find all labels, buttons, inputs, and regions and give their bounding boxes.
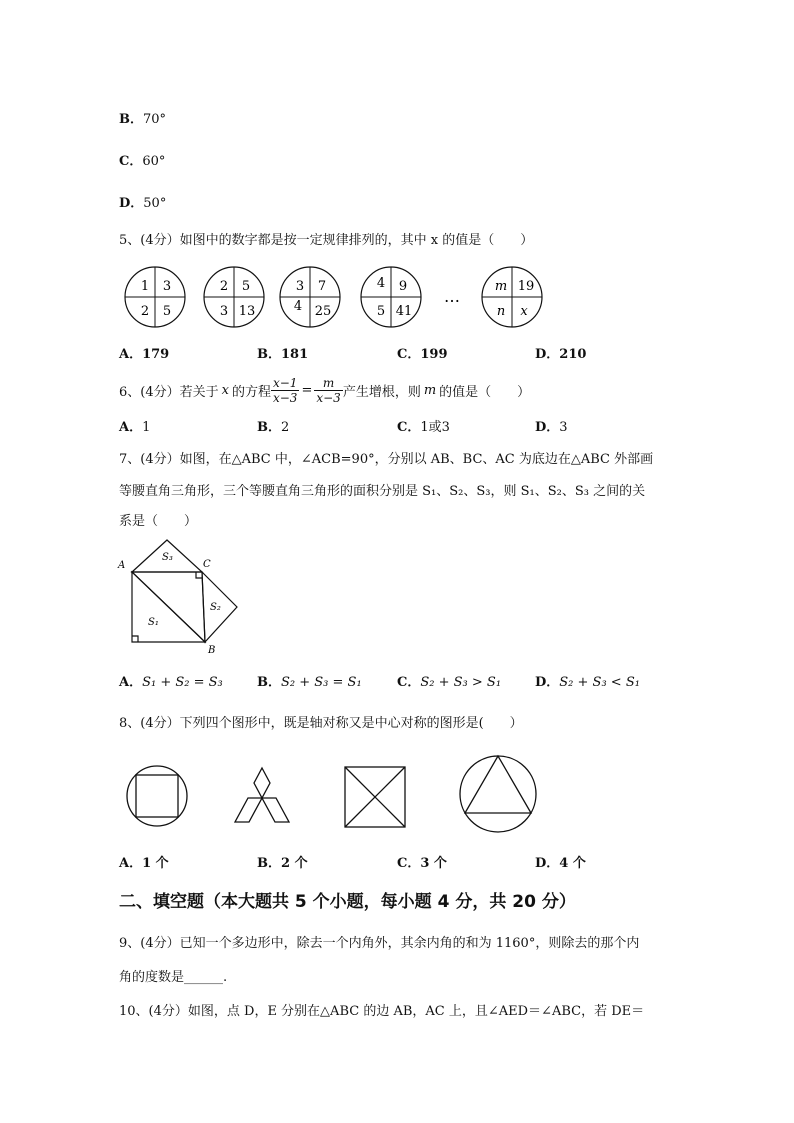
svg-text:3: 3: [295, 279, 305, 294]
q9-stem-line1: 9、(4分）已知一个多边形中，除去一个内角外，其余内角的和为 1160°，则除去的那个内: [119, 936, 640, 951]
svg-text:3: 3: [219, 304, 229, 319]
svg-text:4: 4: [376, 276, 386, 291]
q8-shape-three-rhombi: [235, 768, 289, 822]
svg-text:S₁: S₁: [148, 617, 159, 628]
svg-text:25: 25: [314, 304, 332, 319]
q7-option-b: B．S₂ + S₃ = S₁: [257, 675, 362, 690]
svg-text:5: 5: [241, 279, 251, 294]
q5-circle-2: [204, 267, 264, 327]
q7-triangle-figure: [110, 535, 250, 660]
q5-option-b: B．181: [257, 347, 309, 362]
q6-option-c: C．1或3: [397, 420, 450, 435]
svg-text:19: 19: [517, 279, 535, 294]
svg-text:C: C: [203, 559, 211, 570]
q8-option-a: A．1 个: [119, 856, 169, 871]
q5-circles-figure: [0, 260, 794, 335]
q6-stem: 6、(4分）若关于 x 的方程 $\frac{x-1}{x-3}$ = $\frac{m}{x-3}$ 产生增根，则 m 的值是（ ）: [119, 375, 531, 405]
q8-shapes-figure: [0, 750, 794, 840]
svg-text:41: 41: [395, 304, 413, 319]
q6-fraction-left: $\frac{x-1}{x-3}$: [272, 375, 298, 405]
q5-option-d: D．210: [535, 347, 587, 362]
svg-text:13: 13: [238, 304, 256, 319]
q8-option-b: B．2 个: [257, 856, 308, 871]
q4-option-d: D．50°: [119, 196, 167, 211]
q6-option-a: A．1: [119, 420, 151, 435]
q5-c1-bl: 2: [140, 304, 150, 319]
q7-option-a: A．S₁ + S₂ = S₃: [119, 675, 223, 690]
q5-c1-tr: 3: [162, 279, 172, 294]
q10-stem-line1: 10、(4分）如图，点 D，E 分别在△ABC 的边 AB，AC 上，且∠AED＝∠ABC，若 DE＝: [119, 1004, 645, 1019]
q7-stem-line2: 等腰直角三角形，三个等腰直角三角形的面积分别是 S₁、S₂、S₃，则 S₁、S₂、S₃ 之间的关: [119, 484, 646, 499]
q5-circle-3: [280, 267, 340, 327]
q7-option-c: C．S₂ + S₃ > S₁: [397, 675, 502, 690]
svg-text:A: A: [118, 560, 126, 571]
q5-stem: 5、(4分）如图中的数字都是按一定规律排列的，其中 x 的值是（ ）: [119, 233, 534, 248]
q9-stem-line2: 角的度数是______.: [119, 970, 228, 985]
q5-c1-br: 5: [162, 304, 172, 319]
q8-stem: 8、(4分）下列四个图形中，既是轴对称又是中心对称的图形是( ）: [119, 716, 523, 731]
q6-fraction-right: $\frac{m}{x-3}$: [316, 375, 341, 405]
q7-option-d: D．S₂ + S₃ < S₁: [535, 675, 640, 690]
q5-c1-tl: 1: [140, 279, 150, 294]
q8-option-d: D．4 个: [535, 856, 586, 871]
q5-circle-1: [125, 267, 185, 327]
q8-option-c: C．3 个: [397, 856, 447, 871]
q8-shape-circle-triangle: [460, 756, 536, 832]
svg-text:n: n: [496, 304, 506, 319]
svg-text:9: 9: [398, 279, 408, 294]
svg-text:2: 2: [219, 279, 229, 294]
q5-option-a: A．179: [119, 347, 170, 362]
svg-text:S₂: S₂: [210, 602, 221, 613]
q8-shape-circle-square: [127, 766, 187, 826]
section-fill-in-title: 二、填空题（本大题共 5 个小题，每小题 4 分，共 20 分）: [119, 892, 576, 912]
q5-option-c: C．199: [397, 347, 448, 362]
svg-text:x: x: [520, 304, 528, 319]
q4-option-c: C．60°: [119, 154, 166, 169]
svg-text:S₃: S₃: [162, 552, 173, 563]
q5-ellipsis: …: [444, 287, 460, 306]
q6-option-d: D．3: [535, 420, 568, 435]
svg-text:7: 7: [317, 279, 327, 294]
svg-text:B: B: [208, 645, 216, 656]
q5-circle-5: [482, 267, 542, 327]
svg-text:5: 5: [376, 304, 386, 319]
q7-stem-line3: 系是（ ）: [119, 514, 198, 529]
q4-option-b: B．70°: [119, 112, 167, 127]
q5-circle-4: [361, 267, 421, 327]
q7-stem-line1: 7、(4分）如图，在△ABC 中，∠ACB=90°，分别以 AB、BC、AC 为底边在△ABC 外部画: [119, 452, 654, 467]
svg-text:m: m: [494, 279, 508, 294]
svg-text:4: 4: [293, 299, 303, 314]
q6-option-b: B．2: [257, 420, 290, 435]
q8-shape-square-diagonals: [345, 767, 405, 827]
